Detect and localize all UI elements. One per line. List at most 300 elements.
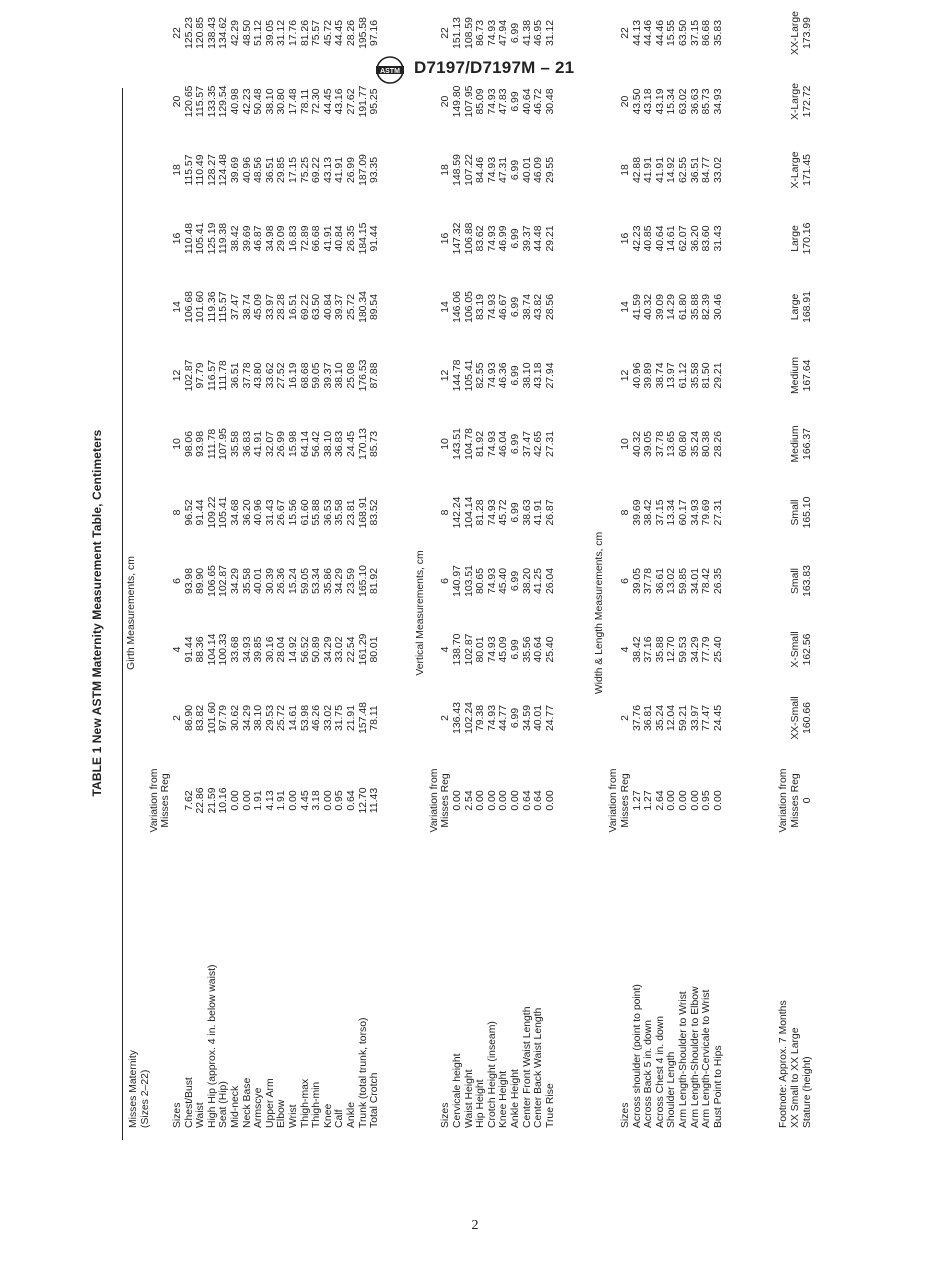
row-variation: 11.43: [369, 787, 381, 814]
table-cell: 93.98: [183, 568, 195, 595]
table-cell: 14.29: [666, 294, 678, 321]
table-cell: 81.26: [299, 20, 311, 47]
table-cell: 180.34: [357, 291, 369, 323]
table-cell: 115.57: [195, 86, 207, 118]
table-cell: 15.24: [288, 568, 299, 595]
table-cell: 38.74: [521, 294, 533, 321]
table-cell: 24.45: [346, 431, 357, 458]
size-header: 6: [440, 578, 452, 584]
table-cell: 39.85: [253, 636, 265, 663]
table-cell: 74.93: [486, 431, 498, 458]
size-name: X-Large: [790, 83, 801, 120]
table-cell: 34.29: [241, 705, 253, 732]
table-cell: 27.31: [544, 431, 556, 458]
table-cell: 91.44: [369, 225, 381, 252]
table-cell: 6.99: [510, 433, 521, 455]
stature-variation: 0: [801, 797, 813, 804]
row-variation: 0.00: [241, 790, 253, 811]
table-cell: 81.92: [475, 431, 487, 458]
table-cell: 104.14: [206, 633, 218, 666]
row-label: High Hip (approx. 4 in. below waist): [206, 964, 218, 1128]
table-cell: 85.73: [369, 431, 381, 458]
table-cell: 97.79: [195, 362, 207, 389]
stature-value: 172.72: [801, 85, 813, 118]
table-cell: 110.48: [183, 223, 195, 255]
table-cell: 74.93: [486, 362, 498, 389]
row-variation: 0.00: [544, 790, 556, 811]
table-cell: 50.89: [311, 636, 323, 663]
table-cell: 45.09: [253, 294, 265, 321]
table-cell: 38.74: [654, 362, 666, 389]
table-cell: 33.02: [322, 705, 334, 732]
table-cell: 37.47: [230, 294, 241, 321]
table-cell: 28.26: [712, 431, 724, 458]
table-cell: 48.56: [253, 157, 265, 184]
table-cell: 14.92: [666, 157, 678, 184]
stature-value: 168.91: [801, 291, 813, 323]
table-cell: 13.97: [666, 362, 678, 389]
size-header: 8: [440, 509, 452, 516]
table-cell: 46.87: [253, 225, 265, 252]
stature-value: 163.83: [801, 565, 813, 597]
table-cell: 51.12: [253, 20, 265, 47]
table-cell: 28.04: [276, 636, 288, 663]
table-cell: 41.25: [533, 568, 545, 595]
table-cell: 6.99: [510, 296, 521, 318]
table-cell: 37.78: [643, 568, 655, 595]
row-label: Thigh-max: [299, 1078, 311, 1128]
table-cell: 107.95: [463, 85, 475, 118]
row-variation: 0.64: [521, 790, 533, 811]
table-cell: 38.20: [521, 568, 533, 595]
table-cell: 83.19: [475, 294, 487, 321]
table-cell: 24.77: [544, 705, 556, 732]
size-header: 6: [172, 578, 183, 584]
table-cell: 6.99: [510, 22, 521, 44]
table-cell: 96.52: [183, 499, 195, 526]
row-label: Hip Height: [475, 1079, 487, 1128]
table-cell: 38.10: [521, 362, 533, 389]
table-cell: 40.01: [533, 705, 545, 732]
size-header: 20: [440, 95, 452, 108]
table-cell: 40.84: [322, 294, 334, 321]
table-cell: 15.56: [288, 499, 299, 526]
table-cell: 44.13: [631, 20, 643, 47]
table-cell: 36.20: [689, 225, 701, 252]
section-title: Width & Length Measurements, cm: [594, 531, 606, 695]
table-cell: 44.46: [654, 20, 666, 47]
table-title: TABLE 1 New ASTM Maternity Measurement Table, Centimeters: [90, 429, 104, 797]
size-header: 2: [620, 715, 631, 721]
row-label: Elbow: [276, 1099, 288, 1128]
size-header: 16: [620, 232, 631, 245]
table-cell: 30.48: [544, 88, 556, 115]
table-cell: 14.92: [288, 636, 299, 663]
table-cell: 100.33: [218, 633, 230, 666]
table-cell: 25.40: [544, 636, 556, 663]
table-cell: 47.83: [498, 88, 510, 115]
table-cell: 59.21: [678, 705, 689, 732]
table-cell: 149.80: [452, 85, 463, 118]
table-cell: 69.22: [299, 294, 311, 321]
row-label: Thigh-min: [311, 1081, 323, 1128]
size-name: Large: [790, 293, 801, 321]
table-cell: 47.31: [498, 157, 510, 184]
table-cell: 14.61: [288, 705, 299, 732]
table-cell: 103.51: [463, 565, 475, 597]
table-cell: 29.21: [544, 225, 556, 252]
row-variation: 0.00: [452, 790, 463, 811]
table-cell: 61.80: [678, 294, 689, 321]
stature-value: 162.56: [801, 633, 813, 666]
row-label: Across Chest 4 in. down: [654, 1015, 666, 1128]
table-cell: 41.59: [631, 294, 643, 321]
table-cell: 86.68: [701, 20, 713, 47]
variation-header: Variation from: [608, 768, 620, 833]
table-cell: 37.16: [643, 636, 655, 663]
table-cell: 79.69: [701, 499, 713, 526]
table-cell: 111.78: [218, 360, 230, 391]
sizes-label: Sizes: [172, 1102, 183, 1128]
table-cell: 43.13: [322, 157, 334, 184]
table-cell: 161.29: [357, 633, 369, 666]
table-cell: 66.68: [311, 225, 323, 252]
table-cell: 106.05: [463, 291, 475, 323]
table-cell: 12.04: [666, 705, 678, 732]
table-cell: 116.57: [206, 360, 218, 392]
row-variation: 7.62: [183, 790, 195, 811]
table-cell: 44.48: [533, 225, 545, 252]
table-cell: 29.55: [544, 157, 556, 184]
table-cell: 35.58: [689, 362, 701, 389]
table-cell: 40.32: [643, 294, 655, 321]
table-cell: 74.93: [486, 636, 498, 663]
table-cell: 6.99: [510, 228, 521, 249]
table-cell: 26.35: [346, 225, 357, 252]
table-cell: 176.53: [357, 359, 369, 392]
row-variation: 4.13: [264, 790, 276, 811]
table-cell: 140.97: [452, 565, 463, 597]
size-header: 16: [440, 232, 452, 245]
table-cell: 37.76: [631, 705, 643, 732]
variation-header: Misses Reg: [160, 773, 172, 828]
table-cell: 128.27: [206, 154, 218, 186]
table-cell: 12.70: [666, 636, 678, 663]
row-label: Calf: [334, 1109, 346, 1128]
document-id: D7197/D7197M – 21: [414, 58, 575, 77]
variation-header: Misses Reg: [620, 773, 631, 828]
table-cell: 31.12: [276, 20, 288, 47]
table-cell: 37.15: [654, 499, 666, 526]
table-cell: 36.61: [654, 568, 666, 595]
table-cell: 95.25: [369, 88, 381, 115]
size-header: 12: [620, 369, 631, 382]
table-cell: 26.35: [712, 568, 724, 595]
table-cell: 60.17: [678, 499, 689, 526]
table-cell: 46.72: [533, 88, 545, 115]
table-cell: 40.98: [230, 88, 241, 115]
table-cell: 187.09: [357, 154, 369, 186]
size-name: X-Large: [790, 151, 801, 189]
table-cell: 80.38: [701, 431, 713, 458]
table-cell: 59.85: [678, 568, 689, 595]
table-cell: 91.44: [183, 636, 195, 663]
table-cell: 69.22: [311, 157, 323, 184]
size-header: 18: [620, 164, 631, 176]
table-cell: 39.09: [654, 294, 666, 321]
size-name: Medium: [790, 357, 801, 394]
table-cell: 98.06: [183, 431, 195, 458]
table-cell: 6.99: [510, 639, 521, 660]
table-cell: 30.62: [230, 705, 241, 732]
row-variation: 0.00: [689, 790, 701, 811]
table-cell: 39.37: [322, 362, 334, 389]
row-variation: 2.54: [463, 790, 475, 811]
table-cell: 93.98: [195, 431, 207, 458]
table-cell: 81.50: [701, 362, 713, 389]
table-cell: 157.48: [357, 702, 369, 734]
table-cell: 109.22: [206, 496, 218, 529]
size-header: 22: [620, 27, 631, 39]
table-cell: 86.90: [183, 705, 195, 732]
table-cell: 72.89: [299, 225, 311, 252]
size-name: Medium: [790, 425, 801, 463]
row-label: True Rise: [544, 1083, 556, 1128]
table-cell: 115.57: [218, 291, 230, 323]
table-cell: 33.62: [264, 362, 276, 389]
size-name: Small: [790, 499, 801, 526]
stature-value: 167.64: [801, 359, 813, 392]
row-label: Center Front Waist Length: [521, 1006, 533, 1128]
table-cell: 64.14: [299, 431, 311, 458]
table-cell: 33.68: [230, 636, 241, 663]
table-cell: 143.51: [452, 428, 463, 460]
table-cell: 63.50: [678, 20, 689, 47]
size-name: X-Small: [790, 631, 801, 668]
table-cell: 39.69: [230, 157, 241, 184]
table-cell: 38.42: [230, 225, 241, 252]
row-variation: 0.95: [701, 790, 713, 811]
table-cell: 102.24: [463, 702, 475, 734]
row-variation: 1.91: [276, 790, 288, 811]
table-cell: 27.52: [276, 362, 288, 389]
size-header: 20: [620, 95, 631, 108]
table-cell: 82.39: [701, 294, 713, 321]
table-cell: 41.91: [334, 157, 346, 184]
table-cell: 119.36: [206, 291, 218, 323]
table-cell: 46.04: [498, 431, 510, 458]
table-cell: 17.48: [288, 88, 299, 115]
table-cell: 30.46: [712, 294, 724, 321]
table-cell: 36.51: [230, 362, 241, 389]
size-header: 22: [440, 27, 452, 39]
section-title: Girth Measurements, cm: [125, 556, 137, 670]
table-cell: 25.72: [276, 705, 288, 732]
table-cell: 44.45: [334, 20, 346, 47]
section-title: Vertical Measurements, cm: [414, 550, 426, 676]
table-cell: 40.32: [631, 431, 643, 458]
table-cell: 37.47: [521, 431, 533, 458]
size-header: 2: [440, 715, 452, 721]
table-cell: 81.92: [369, 568, 381, 595]
top-rule: [122, 88, 123, 1140]
table-cell: 30.16: [264, 636, 276, 663]
row-label: Ankle: [346, 1102, 357, 1128]
table-cell: 26.99: [346, 157, 357, 184]
row-label: Mid-neck: [230, 1085, 241, 1128]
size-header: 8: [620, 509, 631, 516]
table-cell: 35.58: [230, 431, 241, 458]
size-header: 6: [620, 578, 631, 584]
table-cell: 89.90: [195, 568, 207, 595]
table-cell: 34.93: [689, 499, 701, 526]
table-cell: 38.42: [631, 636, 643, 663]
table-cell: 47.94: [498, 20, 510, 47]
table-cell: 62.07: [678, 225, 689, 252]
table-cell: 39.69: [631, 499, 643, 526]
table-cell: 191.77: [357, 85, 369, 118]
table-cell: 26.99: [276, 431, 288, 458]
table-cell: 38.10: [334, 362, 346, 389]
table-cell: 43.16: [334, 88, 346, 115]
table-cell: 120.65: [183, 85, 195, 118]
table-cell: 42.88: [631, 157, 643, 184]
table-cell: 24.45: [712, 705, 724, 732]
row-variation: 3.18: [311, 790, 323, 811]
table-cell: 6.99: [510, 502, 521, 523]
row-variation: 4.45: [299, 790, 311, 811]
table-cell: 46.67: [498, 294, 510, 321]
table-cell: 42.23: [631, 225, 643, 252]
table-cell: 77.79: [701, 636, 713, 663]
row-variation: 0.00: [510, 790, 521, 811]
table-cell: 168.91: [357, 496, 369, 529]
table-cell: 83.52: [369, 499, 381, 526]
table-cell: 29.21: [712, 362, 724, 389]
table-cell: 165.10: [357, 565, 369, 597]
table-cell: 87.88: [369, 362, 381, 389]
table-cell: 119.38: [218, 223, 230, 255]
size-header: 4: [172, 646, 183, 653]
size-header: 10: [440, 438, 452, 450]
table-cell: 195.58: [357, 17, 369, 49]
table-cell: 34.29: [322, 636, 334, 663]
table-cell: 170.13: [357, 428, 369, 460]
intro-line: Misses Maternity: [128, 1050, 139, 1128]
table-cell: 133.35: [206, 85, 218, 118]
table-cell: 21.91: [346, 705, 357, 732]
table-cell: 53.34: [311, 568, 323, 595]
table-cell: 80.01: [369, 636, 381, 663]
row-label: Arm Length-Shoulder to Elbow: [689, 986, 701, 1128]
table-cell: 43.18: [533, 362, 545, 389]
footnote-line: Footnote: Approx. 7 Months: [778, 1000, 790, 1128]
table-cell: 34.29: [334, 568, 346, 595]
row-label: Seat (Hip): [218, 1081, 230, 1128]
table-cell: 36.83: [334, 431, 346, 458]
table-cell: 31.43: [264, 499, 276, 526]
table-cell: 40.96: [631, 362, 643, 389]
table-cell: 105.41: [195, 222, 207, 255]
size-header: 14: [172, 301, 183, 313]
row-variation: 22.86: [195, 787, 207, 814]
table-cell: 28.28: [276, 294, 288, 321]
table-cell: 83.82: [195, 705, 207, 732]
table-cell: 107.95: [218, 428, 230, 460]
table-cell: 40.96: [241, 157, 253, 184]
row-label: Knee Height: [498, 1070, 510, 1128]
table-cell: 34.29: [689, 636, 701, 663]
size-name: Large: [790, 225, 801, 252]
table-cell: 16.51: [288, 294, 299, 321]
variation-header: Misses Reg: [440, 773, 452, 828]
table-cell: 14.61: [666, 225, 678, 252]
table-cell: 106.88: [463, 222, 475, 255]
table-cell: 15.98: [288, 431, 299, 458]
page-number: 2: [471, 1218, 479, 1233]
size-name: XX-Large: [790, 11, 801, 55]
row-variation: 0.00: [486, 790, 498, 811]
variation-header: Variation from: [428, 768, 440, 833]
table-cell: 35.56: [521, 636, 533, 663]
table-cell: 83.60: [701, 225, 713, 252]
table-cell: 35.58: [241, 568, 253, 595]
table-cell: 39.05: [264, 20, 276, 47]
table-cell: 41.91: [533, 499, 545, 526]
table-cell: 74.93: [486, 88, 498, 115]
table-cell: 40.01: [521, 157, 533, 184]
stature-value: 173.99: [801, 17, 813, 49]
table-cell: 42.65: [533, 431, 545, 458]
table-cell: 91.44: [195, 499, 207, 526]
table-cell: 27.94: [544, 362, 556, 389]
size-header: 18: [440, 164, 452, 176]
row-variation: 0.00: [288, 790, 299, 811]
row-label: Across Back 5 in. down: [643, 1020, 655, 1128]
table-cell: 74.93: [486, 225, 498, 252]
row-variation: 1.91: [253, 790, 265, 811]
table-cell: 27.62: [346, 88, 357, 115]
table-cell: 41.91: [654, 157, 666, 184]
table-cell: 61.12: [678, 362, 689, 389]
table-cell: 40.85: [643, 225, 655, 252]
table-cell: 40.96: [253, 499, 265, 526]
table-cell: 75.25: [299, 157, 311, 184]
table-cell: 146.06: [452, 291, 463, 323]
table-cell: 82.55: [475, 362, 487, 389]
table-cell: 25.72: [346, 294, 357, 321]
table-cell: 78.11: [369, 705, 381, 731]
row-variation: 0.00: [712, 790, 724, 811]
table-cell: 26.87: [544, 499, 556, 526]
size-header: 22: [172, 27, 183, 39]
table-cell: 102.87: [218, 565, 230, 597]
table-cell: 35.88: [689, 294, 701, 321]
table-cell: 22.54: [346, 636, 357, 663]
table-cell: 41.38: [521, 20, 533, 47]
table-cell: 45.72: [498, 499, 510, 526]
table-cell: 108.59: [463, 17, 475, 49]
table-cell: 44.77: [498, 705, 510, 732]
size-header: 4: [440, 646, 452, 653]
table-cell: 35.88: [654, 636, 666, 663]
table-cell: 144.78: [452, 359, 463, 392]
size-header: 14: [620, 301, 631, 313]
table-cell: 39.37: [521, 225, 533, 252]
size-header: 10: [172, 438, 183, 450]
table-cell: 142.24: [452, 496, 463, 529]
table-cell: 31.43: [712, 225, 724, 252]
